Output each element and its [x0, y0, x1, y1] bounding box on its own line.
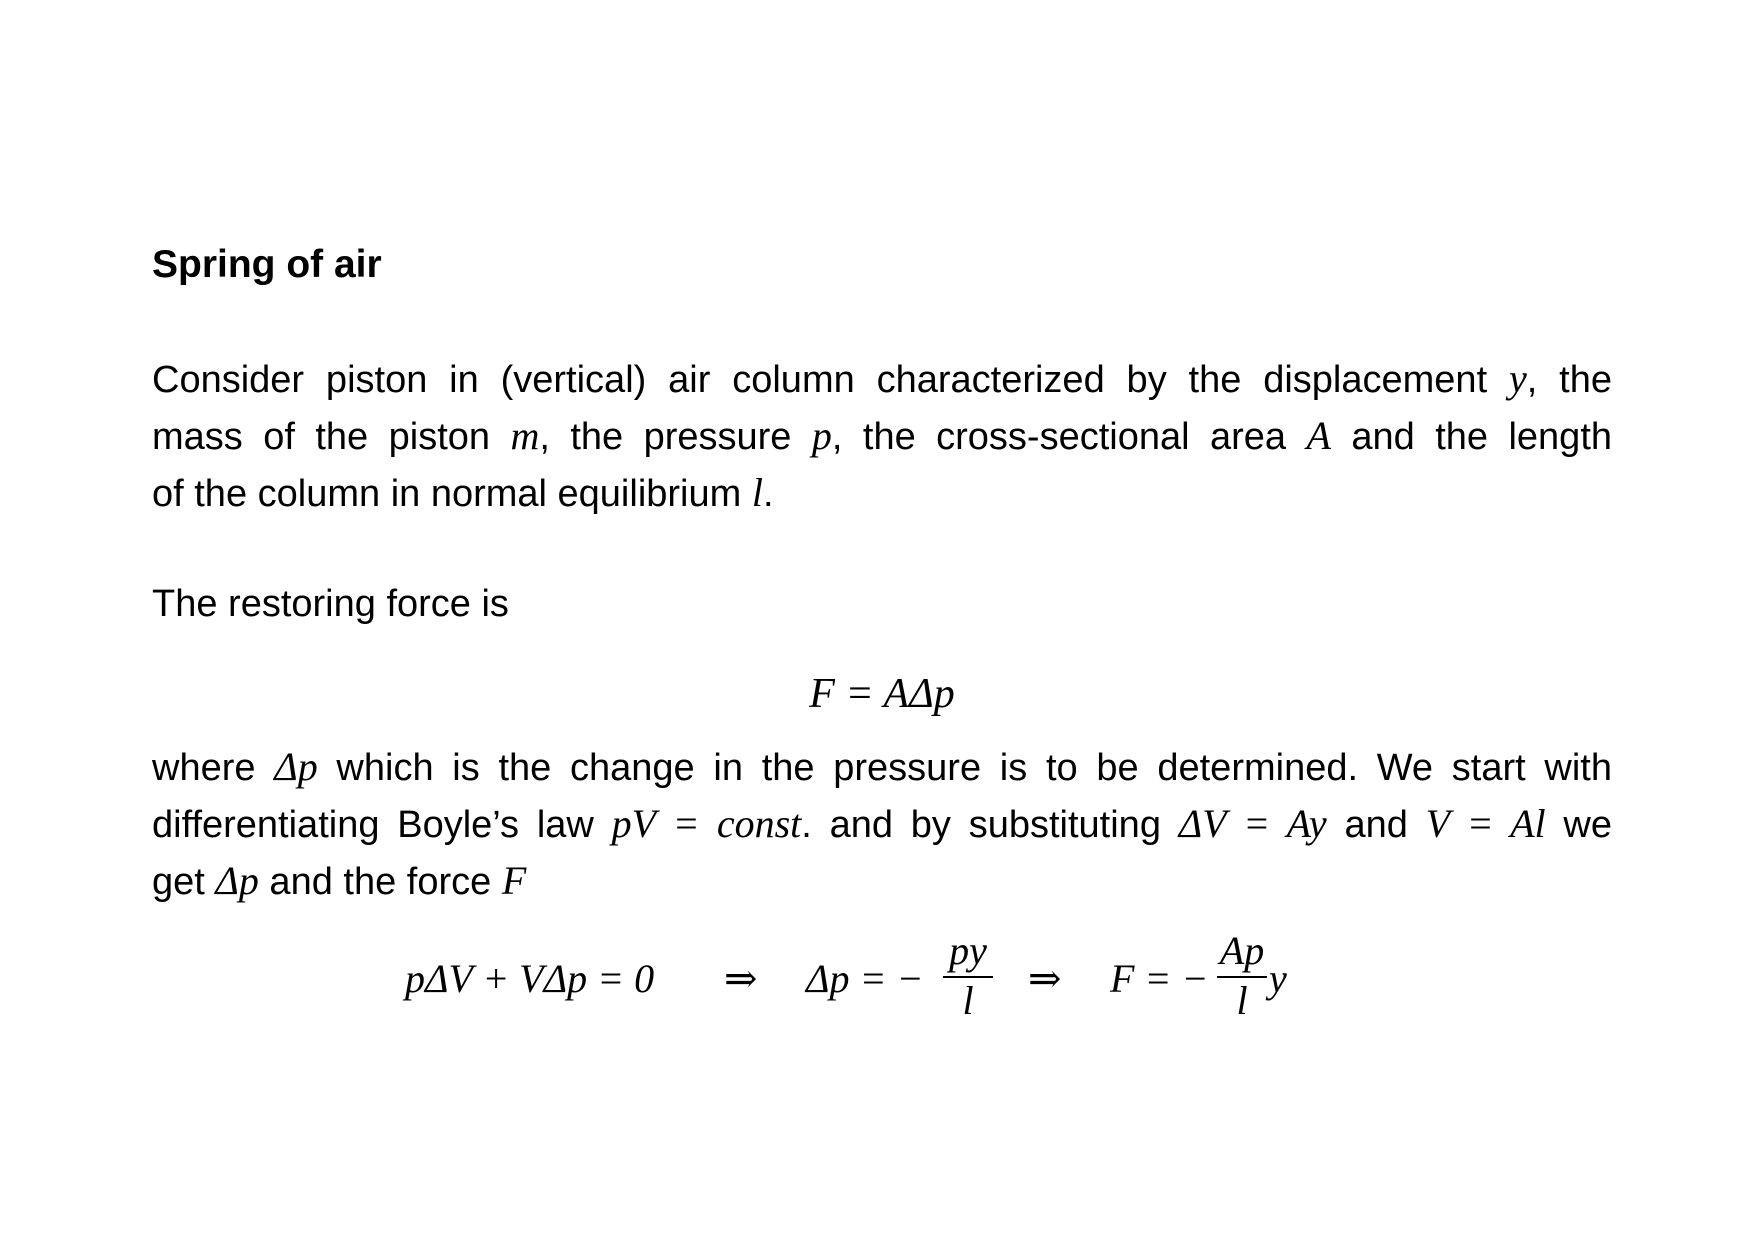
math-var: m	[510, 413, 540, 458]
implies-symbol: ⇒	[724, 956, 758, 1001]
math-expr: pV = const	[611, 801, 802, 846]
text-line: Consider piston in (vertical) air column characterized by the displacement y, the	[152, 356, 1612, 401]
math-expr: V = Al	[1425, 801, 1546, 846]
paragraph-restoring-force	[152, 576, 1612, 633]
equation-force	[152, 666, 1612, 723]
text-line: get Δp and the force F	[152, 858, 527, 903]
math-var: F	[501, 858, 527, 903]
fraction-py-over-l	[943, 930, 993, 1026]
fraction-numerator: py	[949, 928, 987, 973]
equation-derivation	[152, 930, 1612, 1030]
math-var: y	[1508, 356, 1527, 401]
paragraph-boyle-law	[152, 738, 1612, 909]
math-expr: Δp	[274, 744, 318, 789]
fraction-ap-over-l	[1217, 930, 1267, 1026]
equation-part-force: F = −	[1110, 956, 1209, 1001]
equation-part-differential: pΔV + VΔp = 0	[405, 956, 655, 1001]
fraction-denominator: l	[962, 978, 974, 1023]
text-line: of the column in normal equilibrium l.	[152, 470, 774, 515]
equation-text: F = AΔp	[809, 671, 955, 717]
fraction-numerator: Ap	[1219, 928, 1265, 973]
text-line: The restoring force is	[152, 583, 509, 625]
fraction-denominator: l	[1236, 978, 1248, 1023]
paragraph-piston-description	[152, 350, 1612, 521]
math-expr: ΔV = Ay	[1178, 801, 1327, 846]
equation-part-y: y	[1269, 956, 1287, 1001]
math-expr: Δp	[215, 858, 259, 903]
implies-symbol: ⇒	[1028, 956, 1062, 1001]
text-line: mass of the piston m, the pressure p, the cross-sectional area A and the length	[152, 413, 1613, 458]
math-var: A	[1306, 413, 1331, 458]
equation-part-delta-p: Δp = −	[806, 956, 924, 1001]
text-line: where Δp which is the change in the pressure is to be determined. We start with	[152, 744, 1612, 789]
text-line: differentiating Boyle’s law pV = const. and by substituting ΔV = Ay and V = Al we	[152, 801, 1613, 846]
section-title: Spring of air	[152, 243, 382, 286]
math-var: l	[751, 470, 763, 515]
math-var: p	[811, 413, 832, 458]
